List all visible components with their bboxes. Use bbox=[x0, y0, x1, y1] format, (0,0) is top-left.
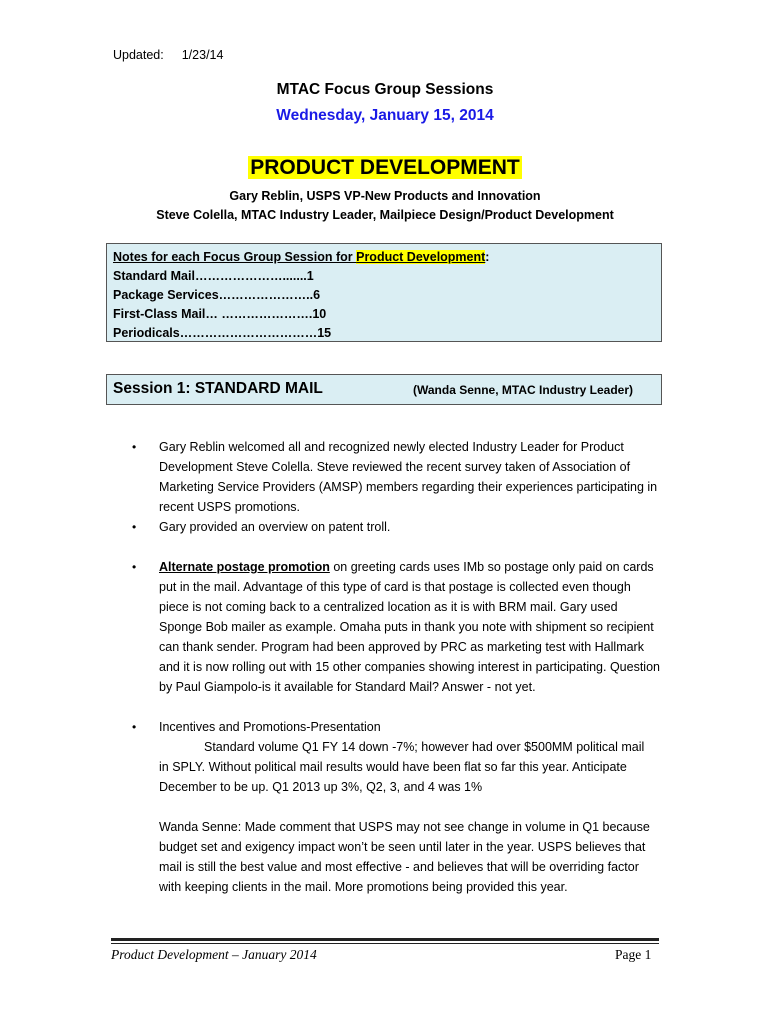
page-title: MTAC Focus Group Sessions bbox=[276, 81, 494, 98]
notes-entry-first-class-mail: First-Class Mail… ………………….10 bbox=[113, 307, 327, 321]
list-item-continuation: Standard volume Q1 FY 14 down -7%; however had over $500MM political mail in SPLY. Without political mail results would have been flat so far this year. Anticipate December to be up. Q1 2013 up 3%, Q2, 3, and 4 was 1% bbox=[159, 740, 645, 794]
section-heading-text: PRODUCT DEVELOPMENT bbox=[250, 156, 520, 179]
session-header bbox=[106, 374, 662, 405]
list-item: • Gary Reblin welcomed all and recognized newly elected Industry Leader for Product Development Steve Colella. Steve reviewed the recent survey taken of Association of Marketing Service Providers (AMSP) members regarding their experiences participating in recent USPS promotions. bbox=[132, 437, 662, 517]
footer-title: Product Development – January 2014 bbox=[111, 947, 317, 962]
bullet-icon: • bbox=[132, 520, 137, 534]
speaker-1: Gary Reblin, USPS VP-New Products and Innovation bbox=[229, 189, 541, 203]
updated-label: Updated: bbox=[113, 48, 164, 62]
bullet-list bbox=[132, 437, 662, 897]
notes-entry-package-services: Package Services…………………..6 bbox=[113, 288, 321, 302]
updated-line bbox=[113, 48, 223, 62]
updated-date: 1/23/14 bbox=[181, 48, 224, 62]
notes-box-label: Notes for each Focus Group Session for Product Development: bbox=[113, 250, 490, 264]
list-item-paragraph: Wanda Senne: Made comment that USPS may not see change in volume in Q1 because budget set and exigency impact won’t be seen until later in the year. USPS believes that mail is still the best value and most effective - and believes that will be overriding factor with keeping clients in the mail. More promotions being provided this year. bbox=[159, 820, 650, 894]
bullet-icon: • bbox=[132, 560, 137, 574]
footer-rule bbox=[111, 938, 659, 941]
list-item: • Gary provided an overview on patent troll. bbox=[132, 517, 662, 537]
speaker-2: Steve Colella, MTAC Industry Leader, Mailpiece Design/Product Development bbox=[156, 208, 614, 222]
notes-box bbox=[106, 243, 662, 342]
footer-rule-thin bbox=[111, 943, 659, 944]
list-item: • Incentives and Promotions-Presentation bbox=[132, 717, 662, 737]
bullet-icon: • bbox=[132, 440, 137, 454]
bullet-icon: • bbox=[132, 720, 137, 734]
list-item: • Alternate postage promotion on greeting cards uses IMb so postage only paid on cards put in the mail. Advantage of this type of card is that postage is collected even though piece is not coming back to a centralized location as it is with BRM mail. Gary used Sponge Bob mailer as example. Omaha puts in thank you note with shipment so recipient can thank sender. Program had been approved by PRC as marketing test with Hallmark and it is now rolling out with 15 other companies showing interest in participating. Question by Paul Giampolo-is it available for Standard Mail? Answer - not yet. bbox=[132, 557, 662, 697]
bullet-lead: Alternate postage promotion bbox=[159, 560, 330, 574]
page-number: Page 1 bbox=[615, 947, 652, 962]
session-title: Session 1: STANDARD MAIL bbox=[113, 380, 323, 397]
notes-entry-periodicals: Periodicals……………………………15 bbox=[113, 326, 332, 340]
section-heading bbox=[0, 156, 770, 180]
notes-entry-standard-mail: Standard Mail………………….......1 bbox=[113, 269, 314, 283]
session-date: Wednesday, January 15, 2014 bbox=[276, 107, 494, 124]
session-leader: (Wanda Senne, MTAC Industry Leader) bbox=[413, 383, 634, 397]
